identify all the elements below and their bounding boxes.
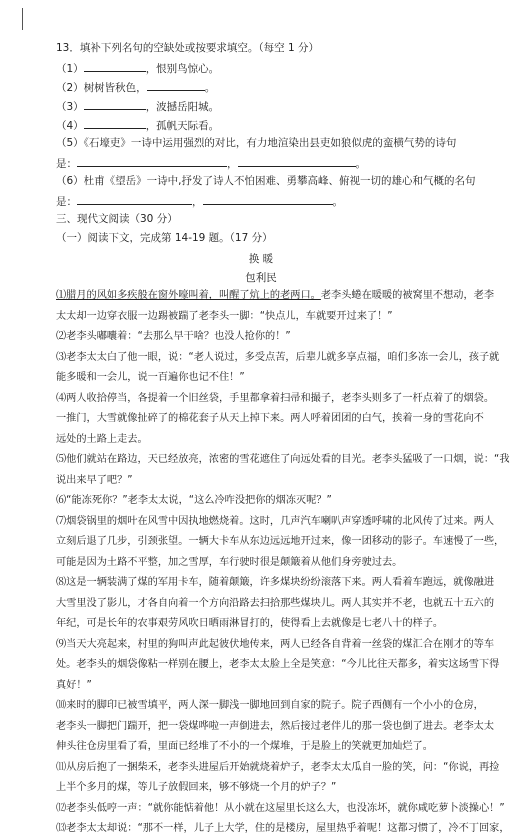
item-number: （4） <box>56 120 84 132</box>
story-author: 包利民 <box>245 272 277 284</box>
text-segment: ⑴腊月的风如多疾般在窗外嚎叫着，叫醒了炕上的老两口。 <box>56 290 321 301</box>
text-segment: ⒀老李太太却说：“那不一样，儿子上大学，住的是楼房，屋里热乎着呢！这都习惯了，冷不丁回家， <box>56 823 510 834</box>
item-number: （3） <box>56 101 84 113</box>
story-p10-line-1 <box>56 699 484 712</box>
q13-item-4 <box>56 118 219 133</box>
text-segment: ⑷两人收拾停当，各提着一个旧丝袋，手里都拿着扫帚和撮子，老李头则多了一杆点着了的烟袋。 <box>56 392 495 404</box>
answer-blank[interactable] <box>147 80 205 91</box>
story-p8-line-2 <box>56 597 494 610</box>
corner-mark <box>22 8 23 30</box>
q13-item-6: （6）杜甫《望岳》一诗中,抒发了诗人不怕困难、勇攀高峰、俯视一切的雄心和气概的名句 <box>56 175 476 187</box>
story-p13-line-1 <box>56 822 510 835</box>
text-segment: 一推门，大雪就像扯碎了的棉花套子从天上掉下来。两人呼着团团的白气，挨着一身的雪花向不 <box>56 413 484 424</box>
text-segment: ⑹“能冻死你？”老李太太说，“这么冷咋没把你的烟冻灭呢？” <box>56 495 332 506</box>
story-p7-line-1 <box>56 515 494 528</box>
text-segment: 说出来早了吧？” <box>56 474 133 486</box>
answer-blank[interactable] <box>77 156 227 167</box>
text-segment: 老李头蜷在暖暖的被窝里不想动，老李 <box>320 290 495 301</box>
story-p12-line-1 <box>56 802 505 815</box>
section-heading: 三、现代文阅读（30 分） <box>56 213 178 225</box>
story-p1-line-2 <box>56 310 393 323</box>
text-segment: 真好！” <box>56 679 92 691</box>
story-p7-line-3 <box>56 556 402 569</box>
period: 。 <box>332 196 343 208</box>
answer-blank[interactable] <box>84 61 146 72</box>
text-segment: 大雪里没了影儿，才各自向着一个方向沿路去扫拾那些煤块儿。两人其实并不老，也就五十五六的 <box>56 597 495 609</box>
text-segment: ⑽来时的脚印已被雪填平，两人深一脚浅一脚地回到自家的院子。院子西侧有一个小小的仓房， <box>56 700 484 711</box>
text-segment: 处。老李头的烟袋像粘一样别在腰上，老李太太脸上全是笑意：“今儿比往天都多，着实这场雪下得 <box>56 659 500 670</box>
story-p8-line-1 <box>56 576 494 589</box>
section-subheading: （一）阅读下文，完成第 14-19 题。（17 分） <box>56 232 273 244</box>
text-segment: ⑻这是一辆装满了煤的军用卡车，随着颠簸，许多煤块纷纷滚落下来。两人看着车跑远，就像融进 <box>56 577 495 588</box>
story-p3-line-1 <box>56 351 499 364</box>
text-segment: 可能是因为土路不平整，加之雪厚，车行驶时很是颠簸着从他们身旁驶过去。 <box>56 556 403 568</box>
comma: ， <box>227 158 238 170</box>
period: 。 <box>355 158 366 170</box>
item-suffix: ，恨别鸟惊心。 <box>145 63 220 75</box>
story-p5-line-2 <box>56 474 133 487</box>
text-segment: ⑿老李头低哼一声：“就你能惦着他！从小就在这屋里长这么大，也没冻坏，就你咸吃萝卜淡操心！” <box>56 802 505 814</box>
q13-item-5: （5）《石壕吏》一诗中运用强烈的对比，有力地渲染出县吏如狼似虎的蛮横气势的诗句 <box>56 137 457 149</box>
item-suffix: ，波撼岳阳城。 <box>145 101 220 113</box>
story-p9-line-1 <box>56 638 494 651</box>
text-segment: ⑼当天大亮起来，村里的狗叫声此起彼伏地传来，两人已经各自背着一丝袋的煤汇合在刚才的等车 <box>56 638 495 650</box>
text-segment: 能多暖和一会儿，说一百遍你也记不住！” <box>56 372 245 383</box>
text-segment: 伸头往仓房里看了看，里面已经堆了不小的一个煤堆，于是脸上的笑就更加灿烂了。 <box>56 741 433 752</box>
story-p11-line-2 <box>56 781 336 794</box>
story-title: 换 暖 <box>248 253 274 265</box>
answer-blank[interactable] <box>84 99 146 110</box>
story-p2-line-1 <box>56 330 291 343</box>
text-segment: 年纪，可是长年的农事艰劳风吹日晒雨淋冒打的，使得看上去就像是七老八十的样子。 <box>56 618 444 629</box>
text-segment: ⑾从房后抱了一捆柴禾，老李头进屋后开始就烧着炉子，老李太太瓜自一脸的笑，问：“你说，再捡 <box>56 761 500 773</box>
text-segment: 立刻后退了几步，引颈张望。一辆大卡车从东边远远地开过来，像一团移动的影子。车速慢了一些， <box>56 536 505 547</box>
answer-blank[interactable] <box>238 156 356 167</box>
q13-item-5-answer <box>56 156 366 171</box>
story-p4-line-2 <box>56 412 484 425</box>
item-suffix: ，孤帆天际看。 <box>145 120 220 132</box>
story-p4-line-3 <box>56 433 148 446</box>
item-prefix: 树树皆秋色， <box>83 82 147 94</box>
story-p6-line-1 <box>56 494 332 507</box>
item-number: （1） <box>56 63 84 75</box>
answer-prefix: 是： <box>56 196 77 208</box>
text-segment: ⑸他们就站在路边，天已经放亮，浓密的雪花遮住了向远处看的目光。老李头猛吸了一口烟，说：“我 <box>56 454 510 465</box>
story-p4-line-1 <box>56 392 494 405</box>
story-p8-line-3 <box>56 617 443 630</box>
text-segment: 老李头一脚把门踹开，把一袋煤哗啦一声倒进去，然后接过老伴儿的那一袋也倒了进去。老李太太 <box>56 720 495 732</box>
q13-title: 13．填补下列名句的空缺处或按要求填空。（每空 1 分） <box>56 42 319 54</box>
answer-blank[interactable] <box>203 194 333 205</box>
text-segment: ⑶老李太太白了他一眼，说：“老人说过，多受点苦，后辈儿就多享点福，咱们多冻一会儿，孩子就 <box>56 351 500 363</box>
story-p5-line-1 <box>56 453 510 466</box>
story-p10-line-2 <box>56 720 494 733</box>
answer-prefix: 是： <box>56 158 77 170</box>
q13-item-3 <box>56 99 219 114</box>
comma: ， <box>192 196 203 208</box>
text-segment: 远处的土路上走去。 <box>56 433 148 445</box>
text-segment: 太太却一边穿衣服一边踢被踹了老李头一脚：“快点儿，车就要开过来了！” <box>56 310 393 322</box>
story-p7-line-2 <box>56 535 504 548</box>
text-segment: ⑵老李头嘟囔着：“去那么早干啥？也没人抢你的！” <box>56 331 291 342</box>
story-p9-line-3 <box>56 679 92 692</box>
q13-item-2 <box>56 80 215 95</box>
story-p10-line-3 <box>56 740 433 753</box>
text-segment: 上半个多月的煤，等儿子放假回来，够不够烧一个月的炉子？” <box>56 782 337 793</box>
story-p1-line-1 <box>56 289 494 302</box>
answer-blank[interactable] <box>84 118 146 129</box>
story-p3-line-2 <box>56 371 245 384</box>
text-segment: ⑺烟袋锅里的烟叶在风雪中因执地燃烧着。这时，几声汽车喇叭声穿透呼啸的北风传了过来。两人 <box>56 515 495 527</box>
q13-item-6-answer <box>56 194 343 209</box>
answer-blank[interactable] <box>77 194 192 205</box>
story-p9-line-2 <box>56 658 499 671</box>
q13-item-1 <box>56 61 219 76</box>
item-suffix: 。 <box>204 82 216 94</box>
item-number: （2） <box>56 82 84 94</box>
